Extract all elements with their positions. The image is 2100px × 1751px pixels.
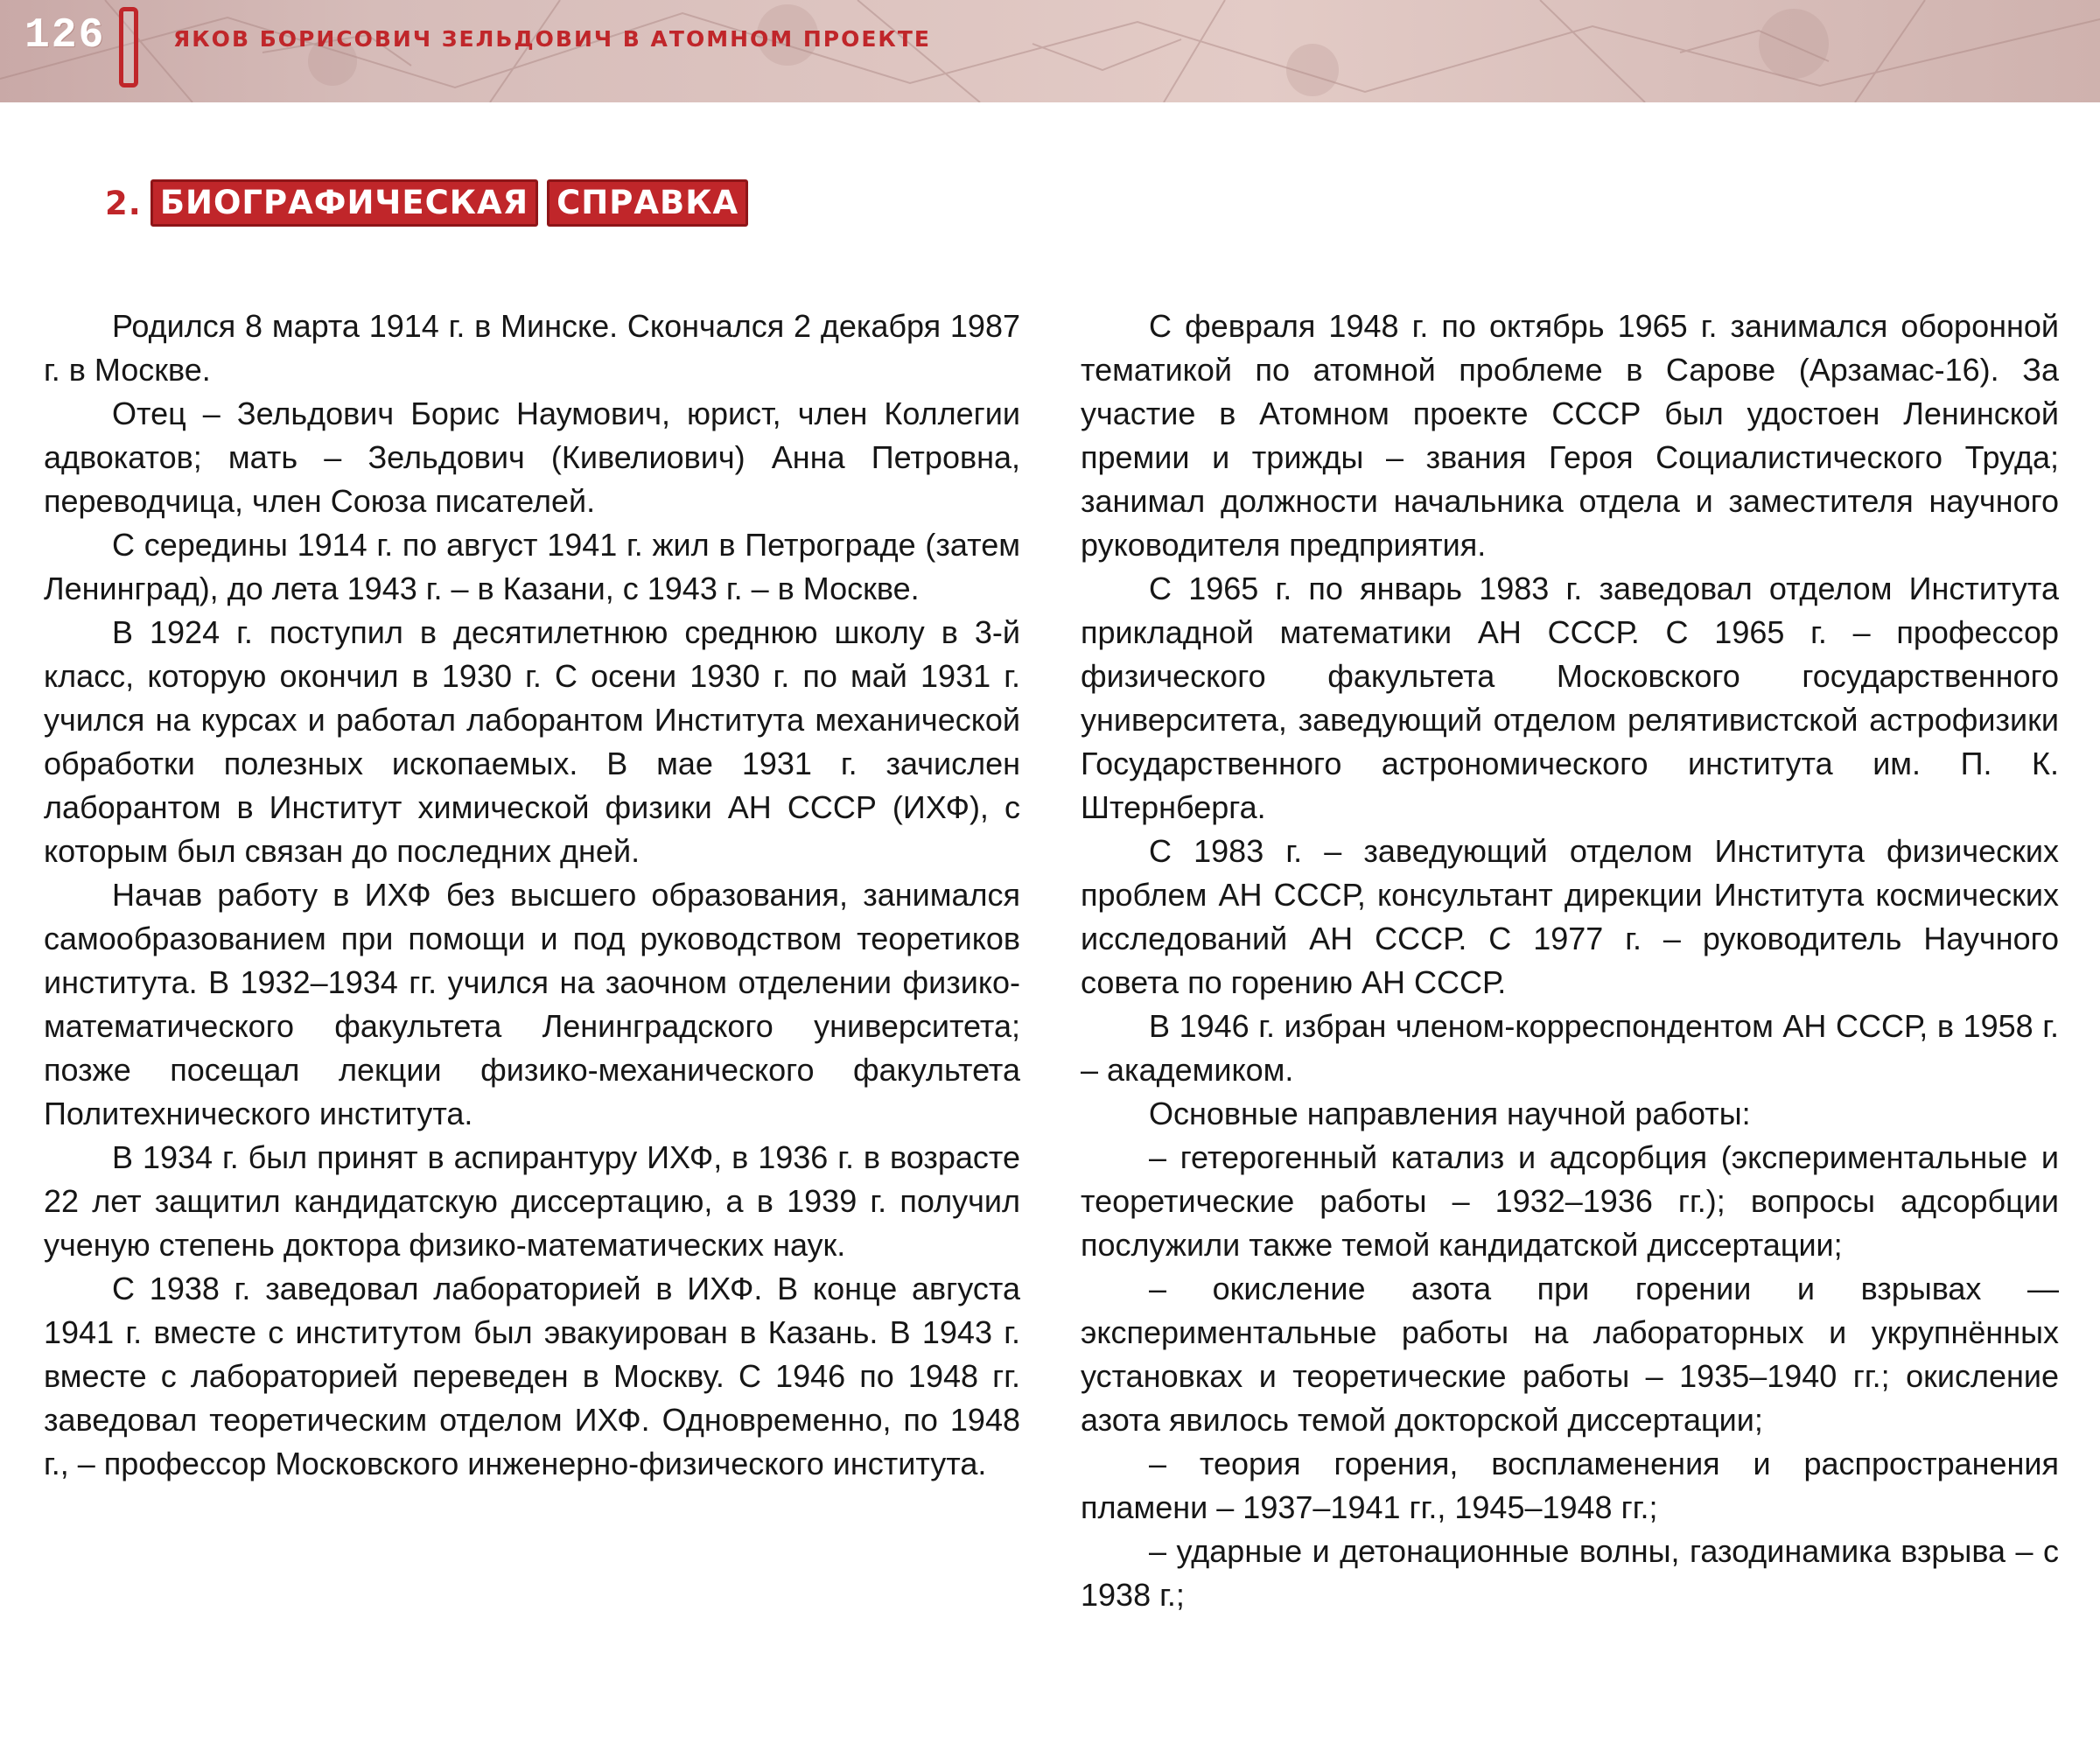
section-title-word-1: БИОГРАФИЧЕСКАЯ [150,179,538,227]
paragraph-birth: Родился 8 марта 1914 г. в Минске. Скончался 2 декабря 1987 г. в Москве. [44,308,1020,388]
page-number: 126 [24,12,106,60]
paragraph-laboratory: С 1938 г. заведовал лабораторией в ИХФ. В конце августа 1941 г. вместе с институтом был эвакуирован в Казань. В 1943 г. вместе с лабораторией переведен в Москву. С 1946 по 1948 гг. заведовал теоретическим отделом ИХФ. Одновременно, по 1948 г., – профессор Московского инженерно-физического института. [44,1271,1020,1481]
section-title-word-2: СПРАВКА [547,179,748,227]
paragraph-applied-math: С 1965 г. по январь 1983 г. заведовал отделом Института прикладной математики АН СССР. С 1965 г. – профессор физического факультета Московского государственного университета, заведующий отделом релятивистской астрофизики Государственного астрономического института им. П. К. Штернберга. [1081,571,2059,825]
right-column [1081,305,2059,1617]
paragraph-research-heading: Основные направления научной работы: [1149,1096,1751,1131]
list-item-shock-waves: – ударные и детонационные волны, газодинамика взрыва – с 1938 г.; [1081,1533,2059,1613]
left-column [44,305,1020,1486]
list-item-combustion-theory: – теория горения, воспламенения и распространения пламени – 1937–1941 гг., 1945–1948 гг.; [1081,1446,2059,1525]
list-item-catalysis: – гетерогенный катализ и адсорбция (экспериментальные и теоретические работы – 1932–1936 гг.); вопросы адсорбции послужили также темой кандидатской диссертации; [1081,1139,2059,1263]
page-marker-bar [119,7,138,88]
paragraph-academy: В 1946 г. избран членом-корреспондентом АН СССР, в 1958 г. – академиком. [1081,1008,2059,1088]
paragraph-physical-problems: С 1983 г. – заведующий отделом Института физических проблем АН СССР, консультант дирекции Института космических исследований АН СССР. С 1977 г. – руководитель Научного совета по горению АН СССР. [1081,833,2059,1000]
running-title: ЯКОВ БОРИСОВИЧ ЗЕЛЬДОВИЧ В АТОМНОМ ПРОЕКТЕ [173,26,931,52]
section-heading [105,179,748,227]
paragraph-school: В 1924 г. поступил в десятилетнюю среднюю школу в 3-й класс, которую окончил в 1930 г. С осени 1930 г. по май 1931 г. учился на курсах и работал лаборантом Института механической обработки полезных ископаемых. В мае 1931 г. зачислен лаборантом в Институт химической физики АН СССР (ИХФ), с которым был связан до последних дней. [44,614,1020,869]
section-number: 2. [105,184,142,222]
paragraph-sarov: С февраля 1948 г. по октябрь 1965 г. занимался оборонной тематикой по атомной проблеме в Сарове (Арзамас-16). За участие в Атомном проекте СССР был удостоен Ленинской премии и трижды – звания Героя Социалистического Труда; занимал должности начальника отдела и заместителя научного руководителя предприятия. [1081,308,2059,563]
paragraph-education: Начав работу в ИХФ без высшего образования, занимался самообразованием при помощи и под руководством теоретиков института. В 1932–1934 гг. учился на заочном отделении физико-математического факультета Ленинградского университета; позже посещал лекции физико-механического факультета Политехнического института. [44,877,1020,1131]
paragraph-degrees: В 1934 г. был принят в аспирантуру ИХФ, в 1936 г. в возрасте 22 лет защитил кандидатскую диссертацию, а в 1939 г. получил ученую степень доктора физико-математических наук. [44,1139,1020,1263]
paragraph-residence: С середины 1914 г. по август 1941 г. жил в Петрограде (затем Ленинград), до лета 1943 г. – в Казани, с 1943 г. – в Москве. [44,527,1020,606]
list-item-nitrogen-oxidation: – окисление азота при горении и взрывах — экспериментальные работы на лабораторных и укрупнённых установках и теоретические работы – 1935–1940 гг.; окисление азота явилось темой докторской диссертации; [1081,1271,2059,1438]
paragraph-parents: Отец – Зельдович Борис Наумович, юрист, член Коллегии адвокатов; мать – Зельдович (Кивелиович) Анна Петровна, переводчица, член Союза писателей. [44,396,1020,519]
header-banner [0,0,2100,102]
